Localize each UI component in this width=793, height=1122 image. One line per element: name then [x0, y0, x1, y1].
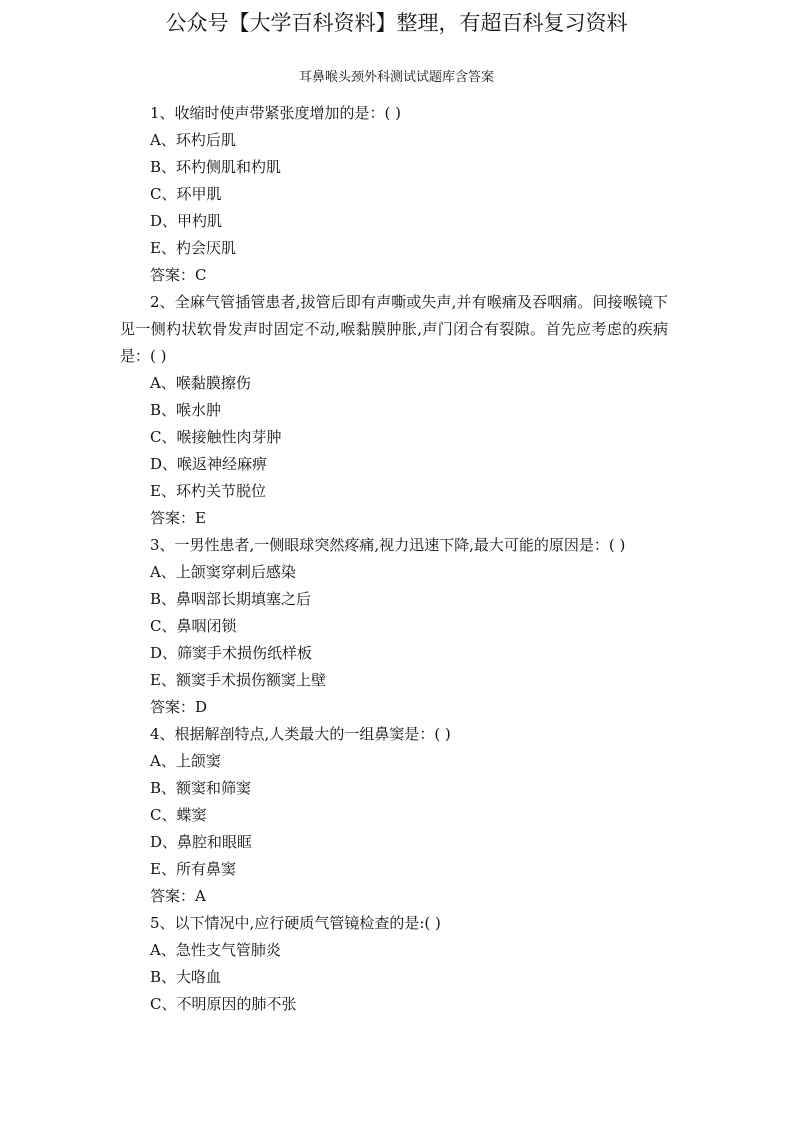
- answer: 答案：E: [150, 509, 206, 527]
- option-c: C、喉接触性肉芽肿: [150, 428, 282, 446]
- option-e: E、环杓关节脱位: [150, 482, 266, 500]
- page-header: 公众号【大学百科资料】整理，有超百科复习资料: [165, 11, 628, 35]
- option-b: B、环杓侧肌和杓肌: [150, 158, 282, 176]
- option-a: A、上颌窦穿刺后感染: [150, 563, 296, 581]
- option-d: D、筛窦手术损伤纸样板: [150, 644, 313, 662]
- question-block: [120, 910, 668, 1018]
- option-e: E、所有鼻窦: [150, 860, 236, 878]
- option-a: A、环杓后肌: [150, 131, 236, 149]
- option-a: A、喉黏膜擦伤: [150, 374, 251, 392]
- question-stem: 5、以下情况中,应行硬质气管镜检查的是:( ): [150, 914, 441, 932]
- question-stem: 2、全麻气管插管患者,拔管后即有声嘶或失声,并有喉痛及吞咽痛。间接喉镜下见一侧杓状软骨发声时固定不动,喉黏膜肿胀,声门闭合有裂隙。首先应考虑的疾病是：( ): [120, 293, 668, 365]
- question-stem: 3、一男性患者,一侧眼球突然疼痛,视力迅速下降,最大可能的原因是：( ): [150, 536, 626, 554]
- question-block: [120, 100, 668, 289]
- question-stem: 4、根据解剖特点,人类最大的一组鼻窦是：( ): [150, 725, 451, 743]
- option-b: B、大咯血: [150, 968, 222, 986]
- option-b: B、鼻咽部长期填塞之后: [150, 590, 312, 608]
- option-a: A、上颌窦: [150, 752, 221, 770]
- answer: 答案：D: [150, 698, 208, 716]
- answer: 答案：A: [150, 887, 206, 905]
- option-b: B、额窦和筛窦: [150, 779, 252, 797]
- option-e: E、杓会厌肌: [150, 239, 236, 257]
- option-d: D、喉返神经麻痹: [150, 455, 268, 473]
- option-c: C、不明原因的肺不张: [150, 995, 297, 1013]
- option-d: D、甲杓肌: [150, 212, 223, 230]
- answer: 答案：C: [150, 266, 207, 284]
- document-title: 耳鼻喉头颈外科测试试题库含答案: [298, 70, 494, 85]
- option-e: E、额窦手术损伤额窦上壁: [150, 671, 326, 689]
- question-block: [120, 532, 668, 721]
- question-list: [120, 100, 668, 1018]
- option-c: C、环甲肌: [150, 185, 222, 203]
- question-stem: 1、收缩时使声带紧张度增加的是：( ): [150, 104, 402, 122]
- option-c: C、鼻咽闭锁: [150, 617, 237, 635]
- option-c: C、蝶窦: [150, 806, 207, 824]
- question-block: [120, 721, 668, 910]
- option-a: A、急性支气管肺炎: [150, 941, 281, 959]
- option-d: D、鼻腔和眼眶: [150, 833, 253, 851]
- option-b: B、喉水肿: [150, 401, 222, 419]
- question-block: [120, 289, 668, 532]
